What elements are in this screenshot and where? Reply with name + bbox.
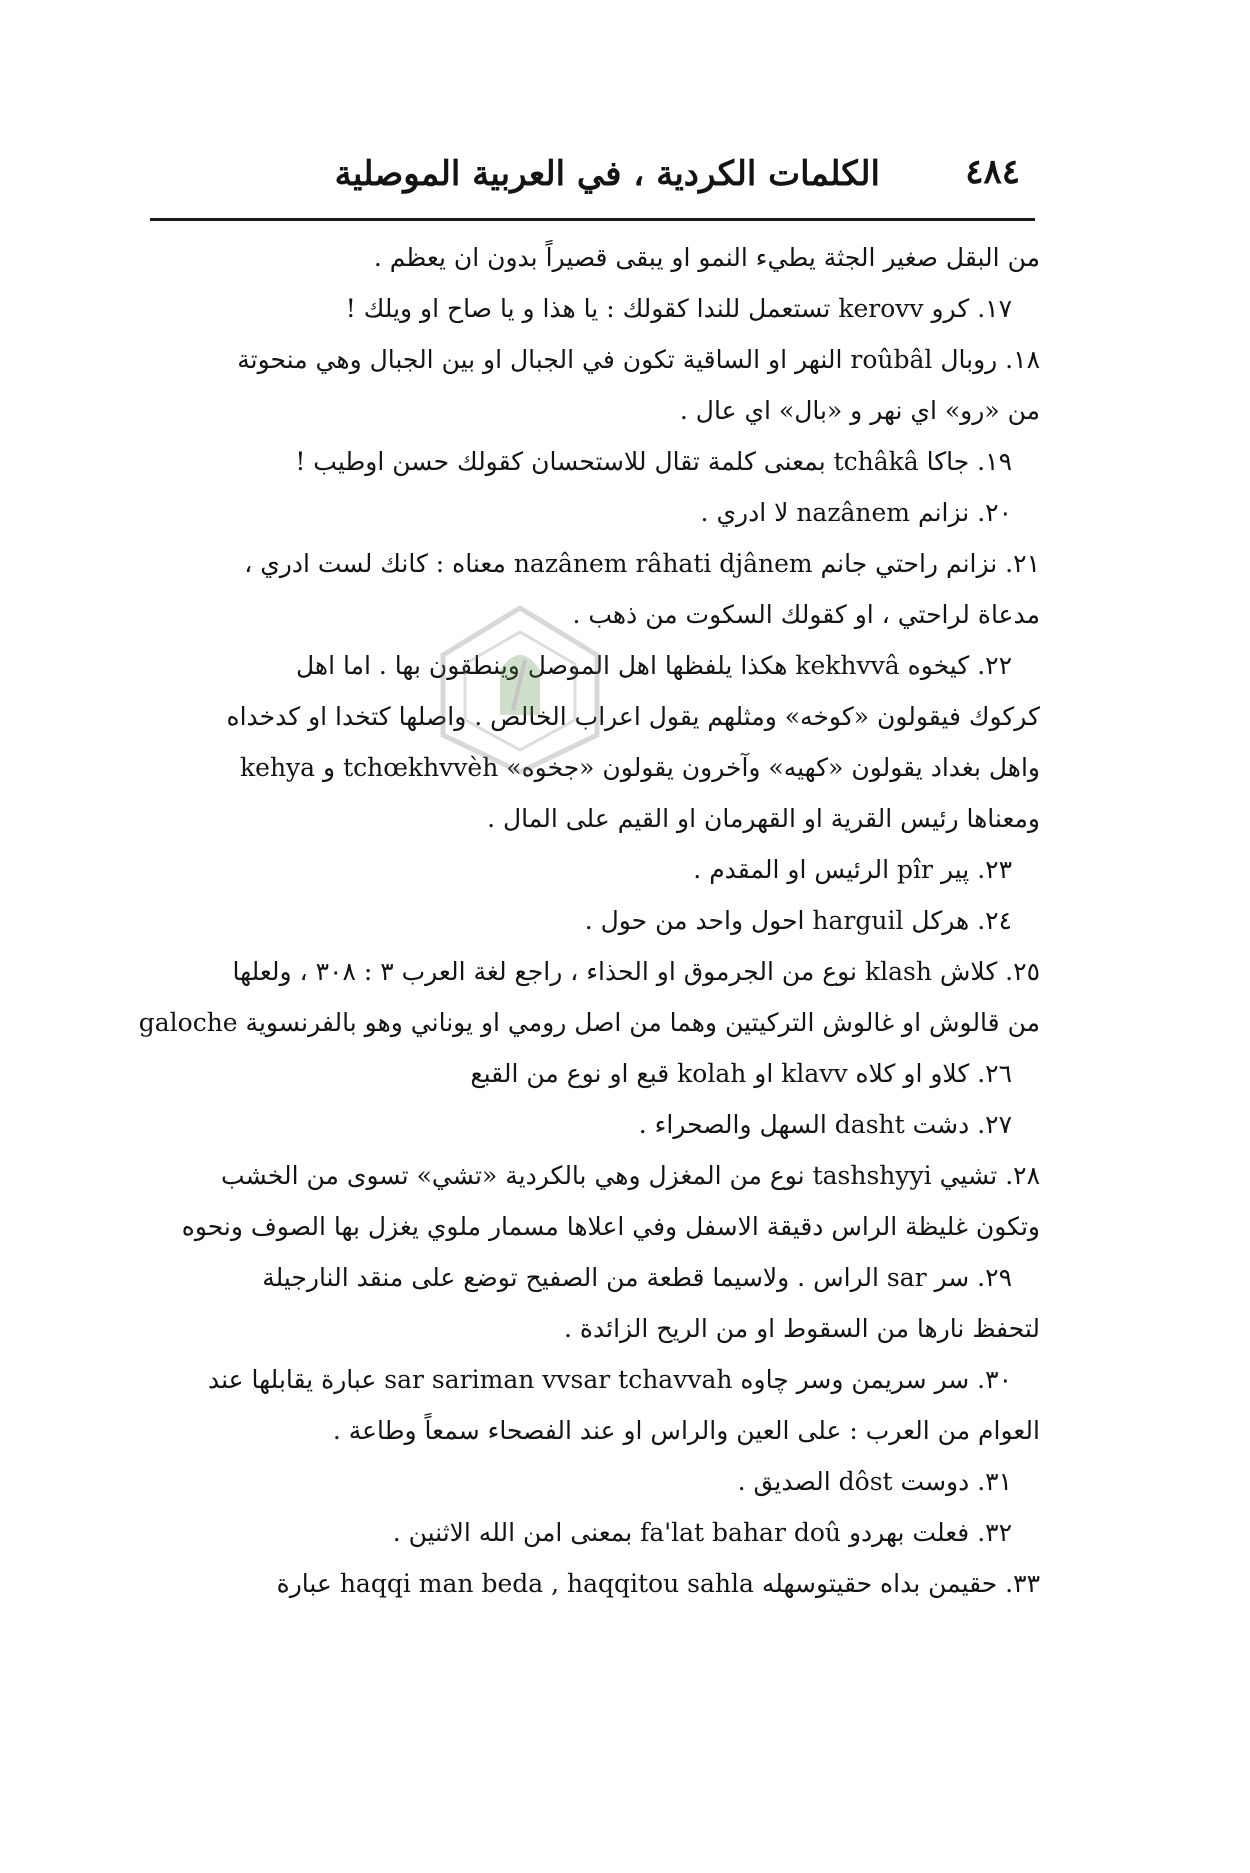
text-line: ٣١. دوست dôst الصديق . bbox=[737, 1467, 1012, 1496]
text-line: ٢٠. نزانم nazânem لا ادري . bbox=[700, 498, 1012, 527]
text-line: ١٧. كرو kerovv تستعمل للندا كقولك : يا هذا و يا صاح او ويلك ! bbox=[345, 294, 1012, 323]
book-page bbox=[138, 140, 1050, 1780]
text-line: ٢٨. تشيي tashshyyi نوع من المغزل وهي بالكردية «تشي» تسوى من الخشب bbox=[221, 1161, 1040, 1190]
header-divider bbox=[150, 218, 1035, 221]
text-line: وتكون غليظة الراس دقيقة الاسفل وفي اعلاها مسمار ملوي يغزل بها الصوف ونحوه bbox=[181, 1212, 1040, 1241]
text-line: ٣٢. فعلت بهردو fa'lat bahar doû بمعنى امن الله الاثنين . bbox=[392, 1518, 1012, 1547]
glossary-text bbox=[138, 232, 1040, 1609]
text-line: ٢٦. كلاو او كلاه klavv او kolah قبع او نوع من القبع bbox=[470, 1059, 1012, 1088]
text-line: ٢٥. كلاش klash نوع من الجرموق او الحذاء ، راجع لغة العرب ٣ : ٣٠٨ ، ولعلها bbox=[232, 957, 1040, 986]
library-seal-watermark bbox=[425, 600, 615, 780]
text-line: ٢١. نزانم راحتي جانم nazânem râhati djânem معناه : كانك لست ادري ، bbox=[244, 549, 1040, 578]
text-line: العوام من العرب : على العين والراس او عند الفصحاء سمعاً وطاعة . bbox=[332, 1416, 1040, 1445]
text-line: ٢٢. كيخوه kekhvvâ هكذا يلفظها اهل الموصل وينطقون بها . اما اهل bbox=[296, 651, 1012, 680]
text-line: ٣٠. سر سريمن وسر چاوه sar sariman vvsar tchavvah عبارة يقابلها عند bbox=[208, 1365, 1012, 1394]
text-line: من «رو» اي نهر و «بال» اي عال . bbox=[679, 396, 1040, 425]
page-header bbox=[150, 140, 1040, 212]
text-line: ١٩. جاكا tchâkâ بمعنى كلمة تقال للاستحسان كقولك حسن اوطيب ! bbox=[295, 447, 1012, 476]
text-line: مدعاة لراحتي ، او كقولك السكوت من ذهب . bbox=[572, 600, 1040, 629]
text-line: كركوك فيقولون «كوخه» ومثلهم يقول اعراب الخالص . واصلها كتخدا او كدخداه bbox=[226, 702, 1040, 731]
text-line: من البقل صغير الجثة يطيء النمو او يبقى قصيراً بدون ان يعظم . bbox=[373, 243, 1040, 272]
text-line: لتحفظ نارها من السقوط او من الريح الزائدة . bbox=[564, 1314, 1040, 1343]
text-line: ١٨. روبال roûbâl النهر او الساقية تكون في الجبال او بين الجبال وهي منحوتة bbox=[237, 345, 1040, 374]
text-line: ٣٣. حقيمن بداه حقيتوسهله haqqi man beda , haqqitou sahla عبارة bbox=[276, 1569, 1040, 1598]
text-line: ٢٣. پير pîr الرئيس او المقدم . bbox=[693, 855, 1012, 884]
text-line: ٢٧. دشت dasht السهل والصحراء . bbox=[638, 1110, 1012, 1139]
text-line: ٢٤. هركل harguil احول واحد من حول . bbox=[584, 906, 1012, 935]
running-title: الكلمات الكردية ، في العربية الموصلية bbox=[334, 154, 880, 194]
text-line: ومعناها رئيس القرية او القهرمان او القيم على المال . bbox=[487, 804, 1040, 833]
text-line: من قالوش او غالوش التركيتين وهما من اصل رومي او يوناني وهو بالفرنسوية galoche bbox=[138, 1008, 1040, 1037]
page-number: ٤٨٤ bbox=[965, 152, 1020, 192]
text-line: واهل بغداد يقولون «كهيه» وآخرون يقولون «جخوه» tchœkhvvèh و kehya bbox=[240, 753, 1040, 782]
text-line: ٢٩. سر sar الراس . ولاسيما قطعة من الصفيح توضع على منقد النارجيلة bbox=[262, 1263, 1012, 1292]
